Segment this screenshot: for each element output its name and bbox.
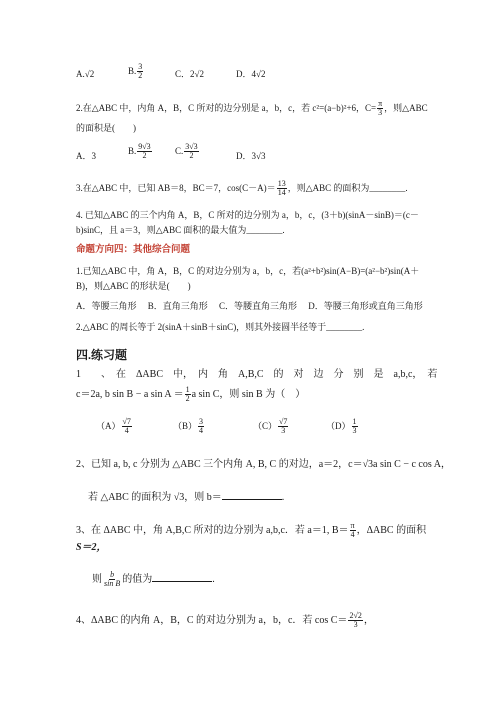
- p1-option-b-num: 3: [199, 417, 204, 426]
- q6-line: 2.△ABC 的周长等于 2(sinA＋sinB＋sinC)，则其外接圆半径等于________.: [76, 322, 365, 332]
- p1-option-b-fraction: [198, 418, 204, 436]
- p1-option-d-label: （D）: [326, 420, 351, 431]
- q2-option-b-prefix: B.: [128, 145, 137, 156]
- practice-heading: 四.练习题: [76, 348, 128, 362]
- q2-option-c-num: 3√3: [185, 142, 198, 151]
- section-heading: 命题方向四：其他综合问题: [76, 245, 191, 255]
- q1-option-c: C．2√2: [175, 69, 204, 79]
- q2-text-b: ，则△ABC: [384, 102, 428, 113]
- q5-options: A．等腰三角形 B．直角三角形 C．等腰直角三角形 D．等腰三角形或直角三角形: [76, 301, 423, 311]
- q1-option-b-prefix: B.: [128, 65, 137, 76]
- p1-half-num: 1: [185, 385, 190, 394]
- q3-line: [76, 180, 408, 198]
- p3-b-den: 4: [350, 530, 355, 540]
- q2-option-b-den: 2: [142, 151, 147, 161]
- q1-option-a: A.√2: [76, 69, 95, 79]
- p1-option-a-fraction: [122, 418, 132, 436]
- q2-option-c-fraction: [184, 143, 198, 161]
- p1-option-c-label: （C）: [253, 420, 278, 431]
- p1-half-fraction: [185, 386, 191, 404]
- p3-line3-b: 的值为: [122, 574, 153, 586]
- q2-option-d: D．3√3: [236, 151, 266, 161]
- p4-den: 3: [353, 620, 358, 630]
- p2-answer-blank[interactable]: [222, 491, 282, 500]
- p3-line1-a: 3、在 ΔABC 中，角 A,B,C 所对的边分别为 a,b,c．若 a＝1, B＝: [76, 525, 349, 537]
- p4-text-b: ，: [363, 615, 374, 627]
- p1-option-a-label: （A）: [96, 420, 121, 431]
- p3-line3: [92, 571, 215, 589]
- q1-option-b-num: 3: [138, 62, 143, 71]
- p1-option-a-den: 4: [124, 426, 129, 436]
- p4-text-a: 4、ΔABC 的内角 A，B，C 的对边分别为 a，b，c．若 cos C＝: [76, 615, 348, 627]
- p1-option-b: [173, 418, 205, 436]
- p1-option-c-fraction: [278, 418, 288, 436]
- q3-fraction: [277, 180, 287, 198]
- p3-line3-c: .: [212, 574, 215, 586]
- p1-option-d-den: 3: [352, 426, 357, 436]
- p3-ratio-num: b: [110, 570, 115, 579]
- q4-line1: 4. 已知△ABC 的三个内角 A，B，C 所对的边分别为 a，b，c，(3＋b)(sinA－sinB)＝(c－: [76, 210, 419, 220]
- q4-line2: b)sinC，且 a＝3，则△ABC 面积的最大值为________.: [76, 225, 285, 235]
- q2-c-fraction: [377, 100, 383, 118]
- q2-option-b-num: 9√3: [138, 142, 151, 151]
- p4-cos-fraction: [348, 612, 362, 630]
- q2-option-b-fraction: [137, 143, 151, 161]
- p1-option-c: [253, 418, 289, 436]
- q3-den: 14: [277, 188, 286, 198]
- p1-option-b-den: 4: [199, 426, 204, 436]
- p1-option-b-label: （B）: [173, 420, 198, 431]
- q2-line2: 的面积是( ): [76, 123, 136, 133]
- p1-option-c-num: √7: [279, 417, 288, 426]
- p1-option-a: [96, 418, 133, 436]
- q5-line1: 1.已知△ABC 中，角 A，B，C 的对边分别为 a，b，c，若(a²+b²)sin(A−B)=(a²−b²)sin(A＋: [76, 266, 420, 276]
- q3-num: 13: [277, 179, 286, 188]
- q2-c-den: 3: [378, 108, 383, 118]
- p1-option-c-den: 3: [281, 426, 286, 436]
- p1-option-d-num: 1: [352, 417, 357, 426]
- q2-text-a: 2.在△ABC 中，内角 A，B，C 所对的边分别是 a，b，c，若 c²=(a−b)²+6，C=: [76, 102, 377, 113]
- p1-line2: [76, 386, 305, 404]
- p2-line2-a: 若 △ABC 的面积为 √3，则 b＝: [88, 492, 222, 503]
- p3-ratio-den: sin B: [104, 579, 121, 589]
- q2-option-b: [128, 143, 153, 161]
- p1-line2-a: c＝2a, b sin B − a sin A ＝: [76, 389, 184, 401]
- p1-line2-b: a sin C，则 sin B 为（ ）: [191, 389, 306, 401]
- p4-num: 2√2: [349, 611, 362, 620]
- p2-line2-b: .: [281, 492, 285, 503]
- q2-line1: [76, 100, 428, 118]
- p4-line: [76, 612, 374, 630]
- q1-option-d: D．4√2: [236, 69, 266, 79]
- q3-text-a: 3.在△ABC 中，已知 AB＝8，BC＝7，cos(C－A)＝: [76, 182, 276, 193]
- p3-line3-a: 则: [92, 574, 102, 586]
- q3-text-b: ，则△ABC 的面积为________.: [287, 182, 408, 193]
- p3-b-fraction: [350, 522, 356, 540]
- p1-option-d-fraction: [352, 418, 358, 436]
- p3-line2: S＝2，: [76, 542, 107, 553]
- p2-line1: 2、已知 a, b, c 分别为 △ABC 三个内角 A, B, C 的对边，a＝2，c＝√3a sin C − c cos A，: [76, 459, 451, 470]
- q2-c-num: π: [378, 99, 383, 108]
- p1-option-d: [326, 418, 359, 436]
- q2-option-a: A．3: [76, 151, 96, 161]
- p3-answer-blank[interactable]: [152, 573, 212, 582]
- q1-option-b: [128, 63, 144, 81]
- q2-option-c-den: 2: [189, 151, 194, 161]
- q2-option-c-prefix: C.: [175, 145, 184, 156]
- p2-line2: [88, 491, 284, 503]
- p3-b-num: π: [350, 521, 355, 530]
- q5-line2: B)，则△ABC 的形状是( ): [76, 281, 191, 291]
- q1-option-b-den: 2: [138, 71, 143, 81]
- q2-option-c: [175, 143, 200, 161]
- q1-option-b-fraction: [137, 63, 143, 81]
- p3-line1: [76, 522, 426, 540]
- p3-ratio-fraction: [103, 571, 121, 589]
- p1-option-a-num: √7: [122, 417, 131, 426]
- p1-half-den: 2: [185, 394, 190, 404]
- p1-line1: 1 、 在 ΔABC 中， 内 角 A,B,C 的 对 边 分 别 是 a,b,c， 若: [76, 369, 438, 380]
- p3-line1-b: ，ΔABC 的面积: [356, 525, 427, 537]
